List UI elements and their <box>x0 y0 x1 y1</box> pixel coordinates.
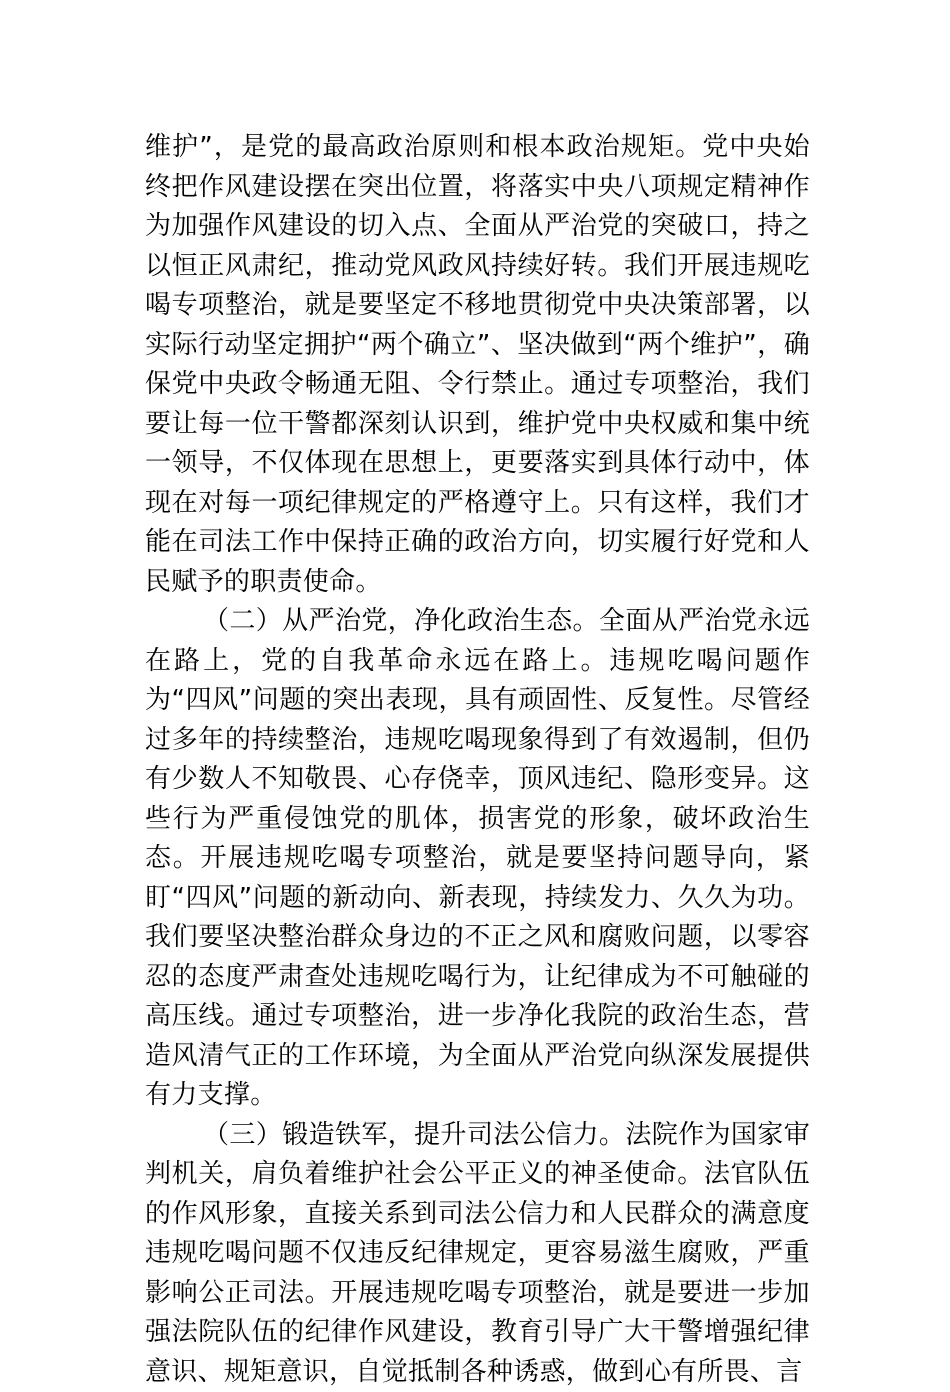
body-text <box>145 128 810 1392</box>
paragraph-3-judicial-credibility: （三）锻造铁军，提升司法公信力。法院作为国家审判机关，肩负着维护社会公平正义的神圣使命。法官队伍的作风形象，直接关系到司法公信力和人民群众的满意度违规吃喝问题不仅违反纪律规定，更容易滋生腐败，严重影响公正司法。开展违规吃喝专项整治，就是要进一步加强法院队伍的纪律作风建设，教育引导广大干警增强纪律意识、规矩意识，自觉抵制各种诱惑，做到心有所畏、言 <box>145 1116 810 1392</box>
paragraph-2-party-discipline: （二）从严治党，净化政治生态。全面从严治党永远在路上，党的自我革命永远在路上。违规吃喝问题作为“四风”问题的突出表现，具有顽固性、反复性。尽管经过多年的持续整治，违规吃喝现象得到了有效遏制，但仍有少数人不知敬畏、心存侥幸，顶风违纪、隐形变异。这些行为严重侵蚀党的肌体，损害党的形象，破坏政治生态。开展违规吃喝专项整治，就是要坚持问题导向，紧盯“四风”问题的新动向、新表现，持续发力、久久为功。我们要坚决整治群众身边的不正之风和腐败问题，以零容忍的态度严肃查处违规吃喝行为，让纪律成为不可触碰的高压线。通过专项整治，进一步净化我院的政治生态，营造风清气正的工作环境，为全面从严治党向纵深发展提供有力支撑。 <box>145 602 810 1116</box>
paragraph-1: 维护”，是党的最高政治原则和根本政治规矩。党中央始终把作风建设摆在突出位置，将落实中央八项规定精神作为加强作风建设的切入点、全面从严治党的突破口，持之以恒正风肃纪，推动党风政风持续好转。我们开展违规吃喝专项整治，就是要坚定不移地贯彻党中央决策部署，以实际行动坚定拥护“两个确立”、坚决做到“两个维护”，确保党中央政令畅通无阻、令行禁止。通过专项整治，我们要让每一位干警都深刻认识到，维护党中央权威和集中统一领导，不仅体现在思想上，更要落实到具体行动中，体现在对每一项纪律规定的严格遵守上。只有这样，我们才能在司法工作中保持正确的政治方向，切实履行好党和人民赋予的职责使命。 <box>145 128 810 602</box>
